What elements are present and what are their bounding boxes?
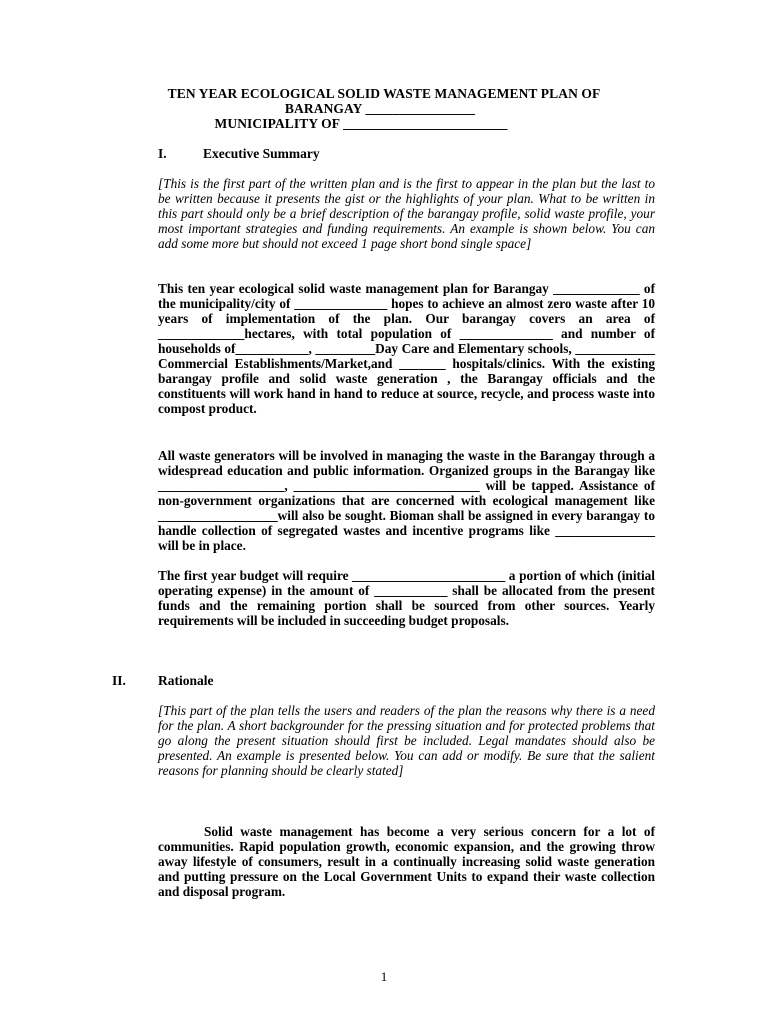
section-1-instruction: [This is the first part of the written plan and is the first to appear in the plan but the last to be written because it presents the gist or the highlights of your plan. What to be written in this part should only be a brief description of the barangay profile, solid waste profile, your most important strategies and funding requirements. An example is shown below. You can add some more but should not exceed 1 page short bond single space] xyxy=(158,176,655,251)
section-2-heading: Rationale xyxy=(158,673,214,688)
document-title-line-1: TEN YEAR ECOLOGICAL SOLID WASTE MANAGEMENT PLAN OF xyxy=(167,86,601,101)
section-2-instruction: [This part of the plan tells the users and readers of the plan the reasons why there is a need for the plan. A short backgrounder for the pressing situation and for protected problems that go along the present situation should first be included. Legal mandates should also be presented. An example is presented below. You can add or modify. Be sure that the salient reasons for planning should be clearly stated] xyxy=(158,703,655,778)
section-2-number: II. xyxy=(112,673,126,688)
section-1-paragraph-2: All waste generators will be involved in managing the waste in the Barangay through a widespread education and public information. Organized groups in the Barangay like ___________________, ____________________________ will be tapped. Assistance of non-government organizations that are concerned with ecological management like __________________will also be sought. Bioman shall be assigned in every barangay to handle collection of segregated wastes and incentive programs like _______________ will be in place. xyxy=(158,448,655,553)
section-1-paragraph-3: The first year budget will require _______________________ a portion of which (initial operating expense) in the amount of ___________ shall be allocated from the present funds and the remaining portion shall be sourced from other sources. Yearly requirements will be included in succeeding budget proposals. xyxy=(158,568,655,628)
document-title-line-3: MUNICIPALITY OF ________________________ xyxy=(214,116,508,131)
section-1-number: I. xyxy=(158,146,167,161)
section-1-paragraph-1: This ten year ecological solid waste management plan for Barangay _____________ of the municipality/city of ______________ hopes to achieve an almost zero waste after 10 years of implementation of the plan. Our barangay covers an area of _____________hectares, with total population of ______________ and number of households of___________, _________Day Care and Elementary schools, ____________ Commercial Establishments/Market,and _______ hospitals/clinics. With the existing barangay profile and solid waste generation , the Barangay officials and the constituents will work hand in hand to reduce at source, recycle, and process waste into compost product. xyxy=(158,281,655,416)
section-2-paragraph-1: Solid waste management has become a very serious concern for a lot of communities. Rapid population growth, economic expansion, and the growing throw away lifestyle of consumers, result in a continually increasing solid waste generation and putting pressure on the Local Government Units to expand their waste collection and disposal program. xyxy=(158,824,655,899)
section-1-heading: Executive Summary xyxy=(203,146,320,161)
page-number: 1 xyxy=(380,969,388,984)
document-title-line-2: BARANGAY ________________ xyxy=(284,101,476,116)
